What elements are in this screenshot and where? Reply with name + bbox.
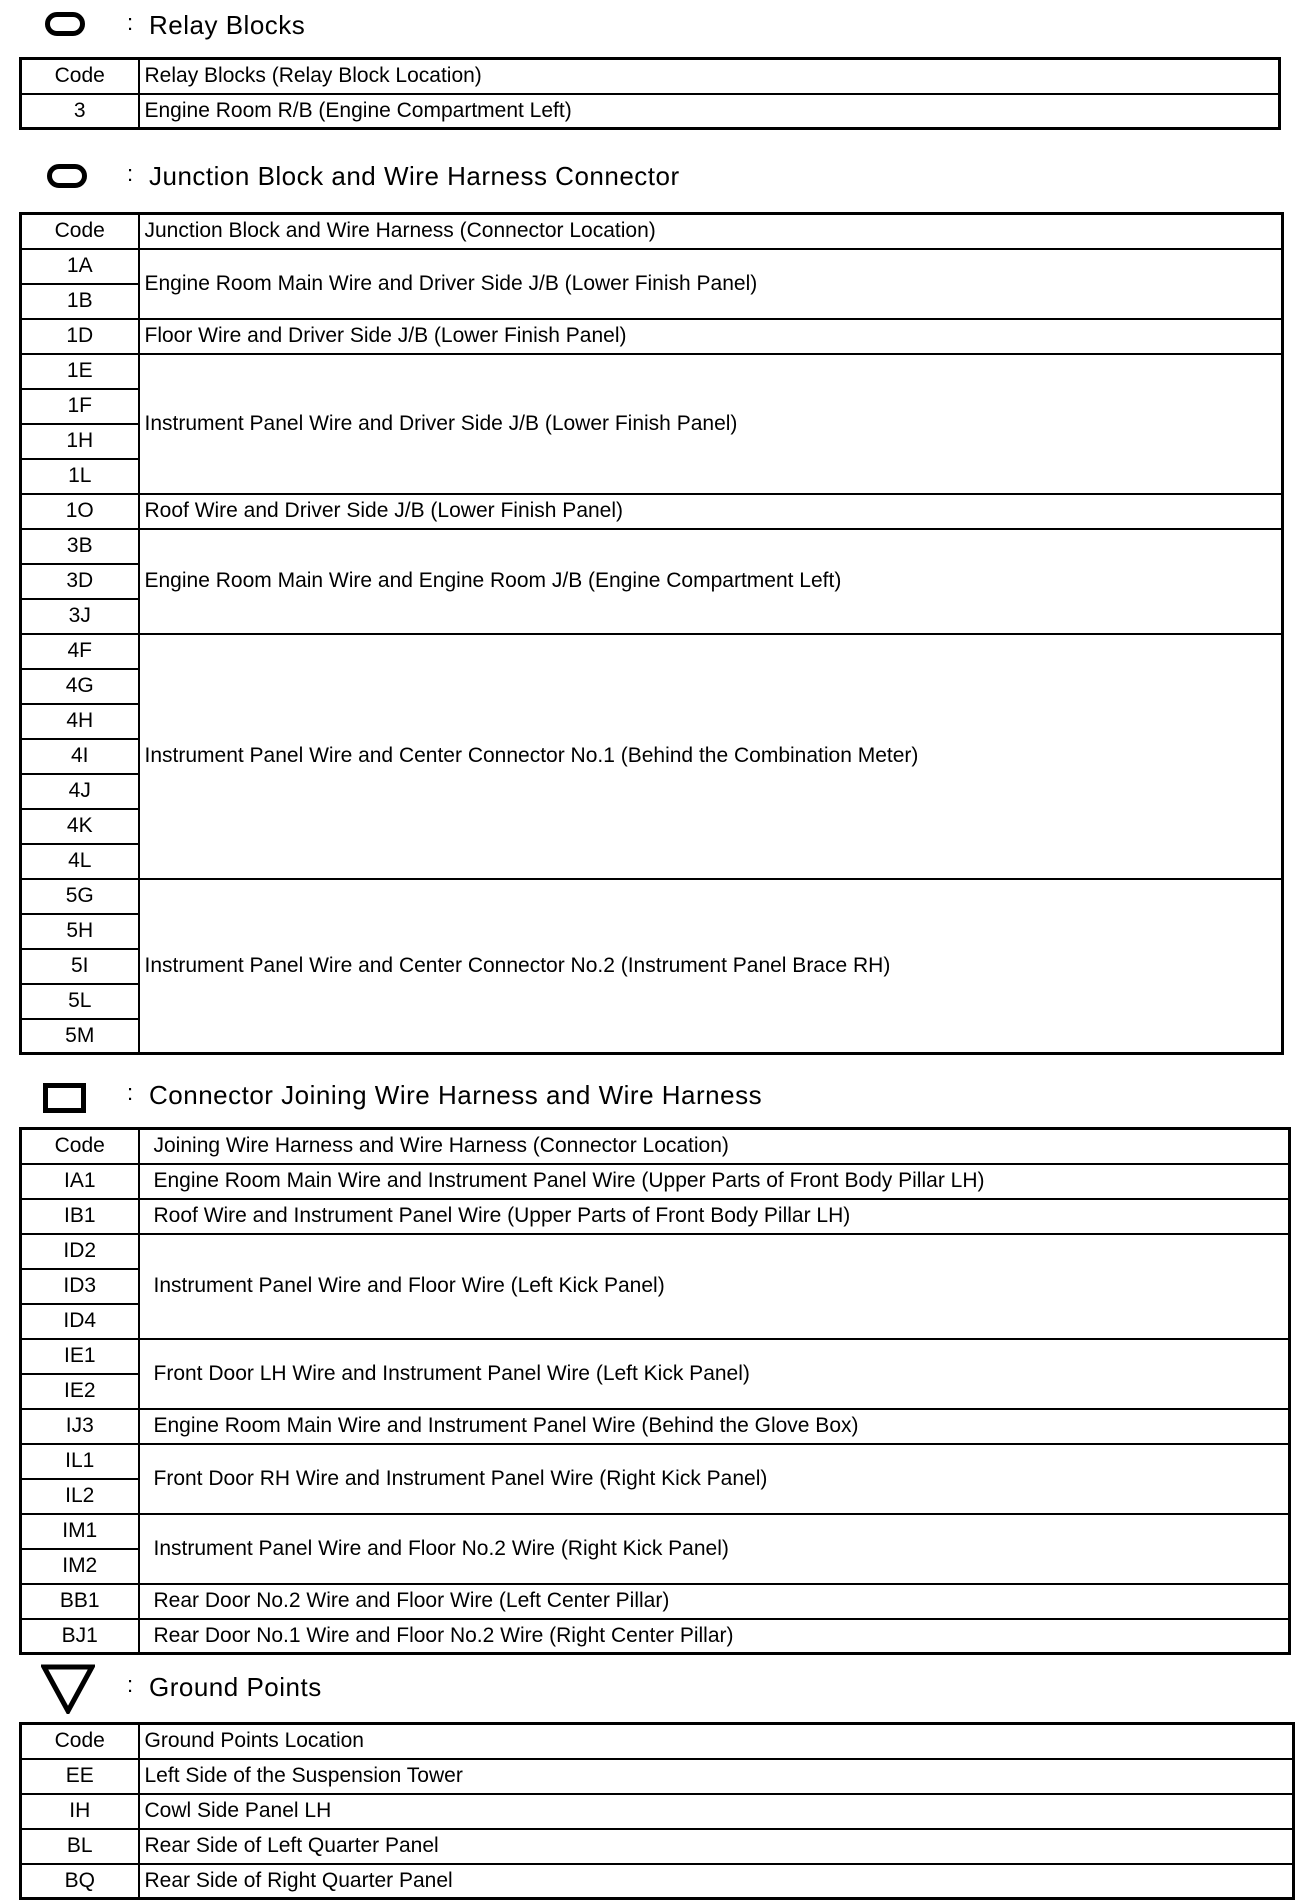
relay-table xyxy=(19,57,1281,130)
row-location: Roof Wire and Instrument Panel Wire (Upper Parts of Front Body Pillar LH) xyxy=(139,1199,1290,1234)
row-location: Instrument Panel Wire and Center Connector No.2 (Instrument Panel Brace RH) xyxy=(139,879,1283,1054)
code-header: Code xyxy=(21,1129,139,1164)
row-code: BJ1 xyxy=(21,1619,139,1654)
junction-colon: : xyxy=(127,161,134,186)
row-code: BQ xyxy=(21,1864,139,1899)
junction-block-symbol-icon xyxy=(47,164,87,188)
row-code: BL xyxy=(21,1829,139,1864)
row-code: IL2 xyxy=(21,1479,139,1514)
row-location: Front Door RH Wire and Instrument Panel Wire (Right Kick Panel) xyxy=(139,1444,1290,1514)
joining-table xyxy=(19,1127,1291,1655)
joining-colon: : xyxy=(127,1080,134,1105)
location-header: Relay Blocks (Relay Block Location) xyxy=(139,59,1280,94)
row-code: 3 xyxy=(21,94,139,129)
row-code: 4K xyxy=(21,809,139,844)
row-location: Roof Wire and Driver Side J/B (Lower Finish Panel) xyxy=(139,494,1283,529)
row-code: ID4 xyxy=(21,1304,139,1339)
row-location: Instrument Panel Wire and Center Connector No.1 (Behind the Combination Meter) xyxy=(139,634,1283,879)
row-code: 4L xyxy=(21,844,139,879)
row-code: IL1 xyxy=(21,1444,139,1479)
row-code: ID2 xyxy=(21,1234,139,1269)
row-location: Instrument Panel Wire and Floor Wire (Left Kick Panel) xyxy=(139,1234,1290,1339)
location-header: Ground Points Location xyxy=(139,1724,1294,1759)
row-code: 4I xyxy=(21,739,139,774)
ground-colon: : xyxy=(127,1672,134,1697)
joining-connector-symbol-icon xyxy=(43,1083,86,1113)
row-code: 1A xyxy=(21,249,139,284)
table-header-row xyxy=(21,214,1283,249)
row-location: Instrument Panel Wire and Floor No.2 Wire (Right Kick Panel) xyxy=(139,1514,1290,1584)
row-code: 4J xyxy=(21,774,139,809)
row-location: Cowl Side Panel LH xyxy=(139,1794,1294,1829)
location-header: Junction Block and Wire Harness (Connector Location) xyxy=(139,214,1283,249)
row-code: IB1 xyxy=(21,1199,139,1234)
row-code: 5M xyxy=(21,1019,139,1054)
table-header-row xyxy=(21,1129,1290,1164)
row-code: 1B xyxy=(21,284,139,319)
ground-section-title: Ground Points xyxy=(149,1672,322,1702)
row-location: Front Door LH Wire and Instrument Panel Wire (Left Kick Panel) xyxy=(139,1339,1290,1409)
row-code: 4F xyxy=(21,634,139,669)
row-code: 1O xyxy=(21,494,139,529)
row-location: Rear Door No.1 Wire and Floor No.2 Wire (Right Center Pillar) xyxy=(139,1619,1290,1654)
ground-point-symbol-icon xyxy=(41,1664,95,1714)
row-code: 5I xyxy=(21,949,139,984)
junction-section-title: Junction Block and Wire Harness Connector xyxy=(149,161,680,191)
table-header-row xyxy=(21,59,1280,94)
row-code: 1H xyxy=(21,424,139,459)
table-header-row xyxy=(21,1724,1294,1759)
row-code: BB1 xyxy=(21,1584,139,1619)
row-code: 5H xyxy=(21,914,139,949)
row-code: IJ3 xyxy=(21,1409,139,1444)
relay-block-symbol-icon xyxy=(45,12,85,36)
row-code: IE1 xyxy=(21,1339,139,1374)
row-code: 4H xyxy=(21,704,139,739)
row-location: Instrument Panel Wire and Driver Side J/B (Lower Finish Panel) xyxy=(139,354,1283,494)
table-row xyxy=(21,94,1280,129)
row-code: 3B xyxy=(21,529,139,564)
code-header: Code xyxy=(21,1724,139,1759)
relay-colon: : xyxy=(127,10,134,35)
row-code: EE xyxy=(21,1759,139,1794)
joining-section-title: Connector Joining Wire Harness and Wire Harness xyxy=(149,1080,763,1110)
code-header: Code xyxy=(21,214,139,249)
row-code: 4G xyxy=(21,669,139,704)
row-location: Engine Room Main Wire and Engine Room J/B (Engine Compartment Left) xyxy=(139,529,1283,634)
row-code: 5G xyxy=(21,879,139,914)
row-code: 1E xyxy=(21,354,139,389)
row-location: Engine Room Main Wire and Driver Side J/B (Lower Finish Panel) xyxy=(139,249,1283,319)
ground-table xyxy=(19,1722,1295,1900)
junction-table xyxy=(19,212,1284,1055)
row-code: IM1 xyxy=(21,1514,139,1549)
row-location: Engine Room R/B (Engine Compartment Left) xyxy=(139,94,1280,129)
row-location: Rear Side of Left Quarter Panel xyxy=(139,1829,1294,1864)
code-header: Code xyxy=(21,59,139,94)
row-code: 5L xyxy=(21,984,139,1019)
row-code: IE2 xyxy=(21,1374,139,1409)
row-location: Engine Room Main Wire and Instrument Panel Wire (Upper Parts of Front Body Pillar LH) xyxy=(139,1164,1290,1199)
row-code: IA1 xyxy=(21,1164,139,1199)
row-code: ID3 xyxy=(21,1269,139,1304)
row-code: IM2 xyxy=(21,1549,139,1584)
row-location: Floor Wire and Driver Side J/B (Lower Finish Panel) xyxy=(139,319,1283,354)
row-code: 1L xyxy=(21,459,139,494)
row-location: Rear Door No.2 Wire and Floor Wire (Left Center Pillar) xyxy=(139,1584,1290,1619)
row-code: 1D xyxy=(21,319,139,354)
relay-section-title: Relay Blocks xyxy=(149,10,306,40)
location-header: Joining Wire Harness and Wire Harness (Connector Location) xyxy=(139,1129,1290,1164)
row-code: IH xyxy=(21,1794,139,1829)
row-code: 3D xyxy=(21,564,139,599)
row-code: 3J xyxy=(21,599,139,634)
row-location: Rear Side of Right Quarter Panel xyxy=(139,1864,1294,1899)
row-location: Engine Room Main Wire and Instrument Panel Wire (Behind the Glove Box) xyxy=(139,1409,1290,1444)
row-location: Left Side of the Suspension Tower xyxy=(139,1759,1294,1794)
row-code: 1F xyxy=(21,389,139,424)
